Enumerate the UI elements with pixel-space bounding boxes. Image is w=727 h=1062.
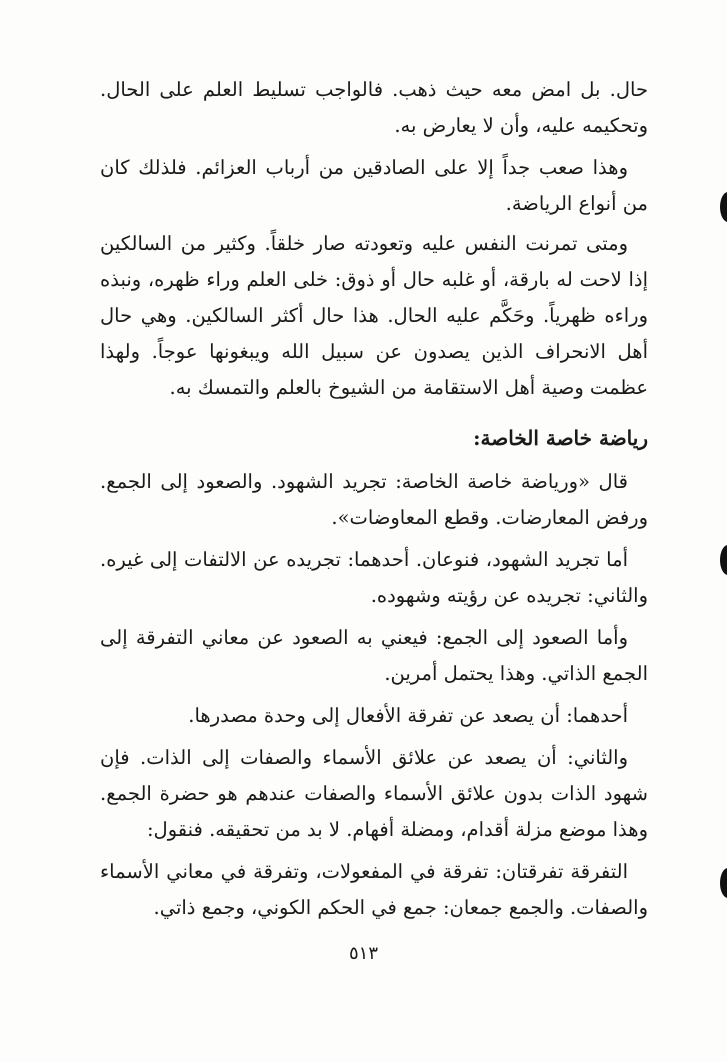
- paragraph-text: أما تجريد الشهود، فنوعان. أحدهما: تجريده عن الالتفات إلى غيره. والثاني: تجريده عن رؤيته وشهوده.: [100, 548, 648, 607]
- paragraph-6: [100, 620, 648, 692]
- section-heading: رياضة خاصة الخاصة:: [473, 426, 648, 450]
- paragraph-text: قال «ورياضة خاصة الخاصة: تجريد الشهود. والصعود إلى الجمع. ورفض المعارضات. وقطع المعاوضات».: [100, 470, 648, 529]
- paragraph-8: [100, 740, 648, 848]
- paragraph-text: أحدهما: أن يصعد عن تفرقة الأفعال إلى وحدة مصدرها.: [188, 704, 628, 727]
- paragraph-9: [100, 854, 648, 926]
- scan-edge-mark: [720, 192, 727, 222]
- scan-edge-mark: [720, 868, 727, 898]
- paragraph-7: [100, 698, 648, 734]
- paragraph-5: [100, 542, 648, 614]
- paragraph-2: [100, 150, 648, 222]
- paragraph-text: وأما الصعود إلى الجمع: فيعني به الصعود عن معاني التفرقة إلى الجمع الذاتي. وهذا يحتمل أمرين.: [100, 626, 648, 685]
- paragraph-1: [100, 72, 648, 144]
- paragraph-text: حال. بل امض معه حيث ذهب. فالواجب تسليط العلم على الحال. وتحكيمه عليه، وأن لا يعارض به.: [100, 78, 648, 137]
- page-number: ٥١٣: [348, 943, 378, 964]
- paragraph-4: [100, 464, 648, 536]
- paragraph-3: [100, 226, 648, 406]
- scan-edge-mark: [720, 545, 727, 575]
- paragraph-text: ومتى تمرنت النفس عليه وتعودته صار خلقاً. وكثير من السالكين إذا لاحت له بارقة، أو غلبه حال أو ذوق: خلى العلم وراء ظهره، ونبذه وراءه ظهرياً. وحَكَّم عليه الحال. هذا حال أكثر السالكين. وهي حال أهل الانحراف الذين يصدون عن سبيل الله ويبغونها عوجاً. ولهذا عظمت وصية أهل الاستقامة من الشيوخ بالعلم والتمسك به.: [100, 232, 648, 399]
- paragraph-text: التفرقة تفرقتان: تفرقة في المفعولات، وتفرقة في معاني الأسماء والصفات. والجمع جمعان: جمع في الحكم الكوني، وجمع ذاتي.: [100, 860, 648, 919]
- paragraph-text: والثاني: أن يصعد عن علائق الأسماء والصفات إلى الذات. فإن شهود الذات بدون علائق الأسماء والصفات عندهم هو حضرة الجمع. وهذا موضع مزلة أقدام، ومضلة أفهام. لا بد من تحقيقه. فنقول:: [100, 746, 648, 841]
- paragraph-text: وهذا صعب جداً إلا على الصادقين من أرباب العزائم. فلذلك كان من أنواع الرياضة.: [100, 156, 648, 215]
